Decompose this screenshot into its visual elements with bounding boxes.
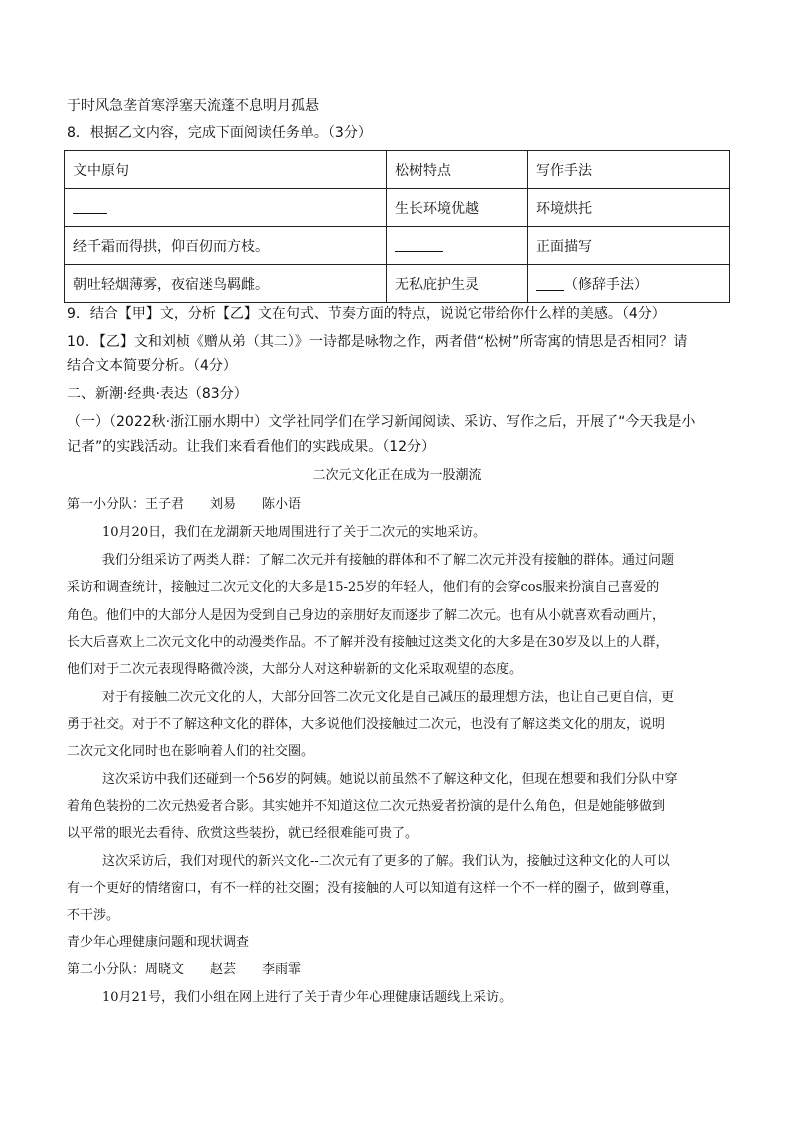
reading-task-table bbox=[64, 150, 730, 303]
paragraph-line: 长大后喜欢上二次元文化中的动漫类作品。不了解并没有接触过这类文化的大多是在30岁及以上的人群， bbox=[67, 635, 669, 650]
paragraph-line: 不干涉。 bbox=[67, 908, 120, 923]
paragraph-line: 二次元文化同时也在影响着人们的社交圈。 bbox=[67, 744, 315, 759]
paragraph-line: 对于有接触二次元文化的人，大部分回答二次元文化是自己减压的最理想方法，也让自己更自信，更 bbox=[102, 690, 675, 705]
paragraph-line: 我们分组采访了两类人群：了解二次元并有接触的群体和不了解二次元并没有接触的群体。通过问题 bbox=[102, 553, 675, 568]
table-cell bbox=[387, 227, 528, 265]
paragraph-line: 10月21号，我们小组在网上进行了关于青少年心理健康话题线上采访。 bbox=[102, 990, 513, 1005]
table-row bbox=[65, 227, 730, 265]
section-intro-line2: 记者”的实践活动。让我们来看看他们的实践成果。（12分） bbox=[67, 439, 436, 455]
table-cell: 经千霜而得拱，仰百仞而方枝。 bbox=[65, 227, 387, 265]
team-1: 第一小分队：王子君 刘易 陈小语 bbox=[67, 497, 302, 512]
section-intro-line1: （一）（2022秋·浙江丽水期中）文学社同学们在学习新闻阅读、采访、写作之后，开展了“今天我是小 bbox=[67, 414, 696, 430]
table-cell: 正面描写 bbox=[528, 227, 730, 265]
paragraph-line: 勇于社交。对于不了解这种文化的群体，大多说他们没接触过二次元，也没有了解这类文化的朋友，说明 bbox=[67, 717, 666, 732]
answer-blank bbox=[73, 199, 107, 214]
table-cell: 生长环境优越 bbox=[387, 189, 528, 227]
table-header-row bbox=[65, 151, 730, 189]
article-title-2: 青少年心理健康问题和现状调查 bbox=[67, 935, 250, 950]
passage-text-line: 于时风急垄首寒浮塞天流蓬不息明月孤悬 bbox=[67, 98, 319, 114]
paragraph-line: 以平常的眼光去看待、欣赏这些装扮，就已经很难能可贵了。 bbox=[67, 826, 419, 841]
table-row bbox=[65, 189, 730, 227]
table-cell bbox=[65, 189, 387, 227]
table-cell bbox=[528, 265, 730, 303]
table-cell: 环境烘托 bbox=[528, 189, 730, 227]
rhetoric-hint: （修辞手法） bbox=[564, 276, 648, 293]
paragraph-line: 这次采访中我们还碰到一个56岁的阿姨。她说以前虽然不了解这种文化，但现在想要和我们分队中穿 bbox=[102, 772, 678, 787]
paragraph-line: 这次采访后，我们对现代的新兴文化--二次元有了更多的了解。我们认为，接触过这种文化的人可以 bbox=[102, 854, 670, 869]
header-writing-technique: 写作手法 bbox=[528, 151, 730, 189]
section-heading: 二、新潮·经典·表达（83分） bbox=[67, 386, 248, 402]
paragraph-line: 有一个更好的情绪窗口，有不一样的社交圈；没有接触的人可以知道有这样一个不一样的圈子，做到尊重， bbox=[67, 881, 679, 896]
team-2: 第二小分队：周晓文 赵芸 李雨霏 bbox=[67, 962, 302, 977]
article-title-1: 二次元文化正在成为一股潮流 bbox=[312, 468, 482, 483]
paragraph-line: 他们对于二次元表现得略微冷淡，大部分人对这种崭新的文化采取观望的态度。 bbox=[67, 662, 523, 677]
question-8: 8．根据乙文内容，完成下面阅读任务单。（3分） bbox=[67, 125, 372, 141]
question-10-line2: 结合文本简要分析。（4分） bbox=[67, 358, 237, 374]
question-10-line1: 10．【乙】文和刘桢《赠从弟（其二）》一诗都是咏物之作，两者借“松树”所寄寓的情思是否相同？请 bbox=[67, 334, 688, 350]
table-row bbox=[65, 265, 730, 303]
table-cell: 无私庇护生灵 bbox=[387, 265, 528, 303]
table-cell: 朝吐轻烟薄雾，夜宿迷鸟羁雌。 bbox=[65, 265, 387, 303]
paragraph-line: 采访和调查统计，接触过二次元文化的大多是15-25岁的年轻人，他们有的会穿cos服来扮演自己喜爱的 bbox=[67, 580, 660, 595]
paragraph-line: 10月20日，我们在龙湖新天地周围进行了关于二次元的实地采访。 bbox=[102, 525, 487, 540]
answer-blank bbox=[536, 276, 564, 291]
paragraph-line: 着角色装扮的二次元热爱者合影。其实她并不知道这位二次元热爱者扮演的是什么角色，但是她能够做到 bbox=[67, 799, 666, 814]
header-pine-feature: 松树特点 bbox=[387, 151, 528, 189]
header-original-sentence: 文中原句 bbox=[65, 151, 387, 189]
question-9: 9．结合【甲】文，分析【乙】文在句式、节奏方面的特点，说说它带给你什么样的美感。（4分） bbox=[67, 306, 666, 322]
paragraph-line: 角色。他们中的大部分人是因为受到自己身边的亲朋好友而逐步了解二次元。也有从小就喜欢看动画片， bbox=[67, 608, 666, 623]
answer-blank bbox=[395, 237, 443, 252]
